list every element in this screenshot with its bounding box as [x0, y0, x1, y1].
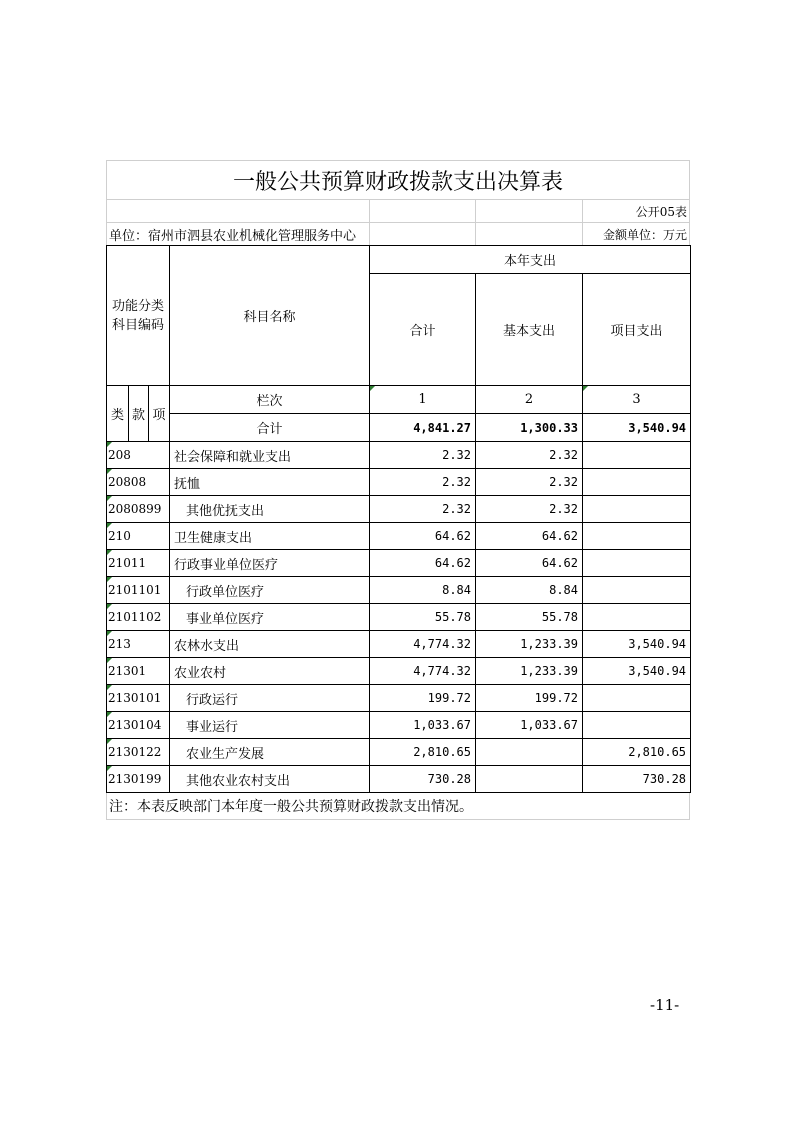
- row-total: 2.32: [370, 496, 476, 523]
- row-name: 抚恤: [170, 469, 370, 496]
- row-project: [583, 604, 691, 631]
- row-total: 55.78: [370, 604, 476, 631]
- row-total: 1,033.67: [370, 712, 476, 739]
- row-name: 事业单位医疗: [170, 604, 370, 631]
- row-code: 2080899: [107, 496, 170, 523]
- header-func-code: 功能分类 科目编码: [107, 246, 170, 386]
- row-basic: 1,233.39: [476, 658, 583, 685]
- expenditure-table: [106, 245, 691, 793]
- table-row: [107, 631, 691, 658]
- header-project: 项目支出: [583, 274, 691, 386]
- table-row: [107, 712, 691, 739]
- table-row: [107, 523, 691, 550]
- sum-label: 合计: [170, 414, 370, 442]
- row-name: 社会保障和就业支出: [170, 442, 370, 469]
- row-name: 行政运行: [170, 685, 370, 712]
- header-lei: 类: [107, 386, 129, 442]
- table-row: [107, 739, 691, 766]
- row-name: 其他农业农村支出: [170, 766, 370, 793]
- footnote: 注：本表反映部门本年度一般公共预算财政拨款支出情况。: [106, 793, 690, 820]
- row-basic: 64.62: [476, 523, 583, 550]
- sum-total: 4,841.27: [370, 414, 476, 442]
- row-total: 64.62: [370, 550, 476, 577]
- row-code: 2130122: [107, 739, 170, 766]
- col-index-3: 3: [583, 386, 691, 414]
- table-title: 一般公共预算财政拨款支出决算表: [106, 160, 690, 199]
- table-row: [107, 685, 691, 712]
- row-basic: 55.78: [476, 604, 583, 631]
- header-total: 合计: [370, 274, 476, 386]
- form-code: 公开05表: [635, 204, 687, 219]
- row-name: 农业农村: [170, 658, 370, 685]
- table-row: [107, 766, 691, 793]
- row-name: 其他优抚支出: [170, 496, 370, 523]
- row-name: 农林水支出: [170, 631, 370, 658]
- header-current-year: 本年支出: [370, 246, 691, 274]
- row-code: 208: [107, 442, 170, 469]
- row-name: 行政单位医疗: [170, 577, 370, 604]
- row-project: [583, 550, 691, 577]
- form-code-row: [106, 199, 690, 222]
- row-basic: 8.84: [476, 577, 583, 604]
- header-kuan: 款: [129, 386, 149, 442]
- row-total: 2.32: [370, 442, 476, 469]
- row-project: 3,540.94: [583, 658, 691, 685]
- page-number: -11-: [650, 996, 680, 1014]
- row-project: 3,540.94: [583, 631, 691, 658]
- row-project: 730.28: [583, 766, 691, 793]
- row-basic: 199.72: [476, 685, 583, 712]
- row-code: 21301: [107, 658, 170, 685]
- row-code: 2101101: [107, 577, 170, 604]
- row-project: [583, 442, 691, 469]
- row-code: 2130101: [107, 685, 170, 712]
- row-basic: 2.32: [476, 496, 583, 523]
- row-total: 199.72: [370, 685, 476, 712]
- row-project: [583, 577, 691, 604]
- row-basic: [476, 739, 583, 766]
- row-basic: 64.62: [476, 550, 583, 577]
- col-index-1: 1: [370, 386, 476, 414]
- row-basic: 2.32: [476, 442, 583, 469]
- table-row: [107, 442, 691, 469]
- table-row: [107, 496, 691, 523]
- table-row: [107, 604, 691, 631]
- unit-label: 单位：宿州市泗县农业机械化管理服务中心: [107, 223, 370, 245]
- row-basic: [476, 766, 583, 793]
- row-project: [583, 523, 691, 550]
- sum-project: 3,540.94: [583, 414, 691, 442]
- row-code: 2130199: [107, 766, 170, 793]
- header-xiang: 项: [149, 386, 170, 442]
- header-column-no: 栏次: [170, 386, 370, 414]
- row-name: 农业生产发展: [170, 739, 370, 766]
- row-basic: 2.32: [476, 469, 583, 496]
- row-basic: 1,233.39: [476, 631, 583, 658]
- row-project: [583, 496, 691, 523]
- header-subject-name: 科目名称: [170, 246, 370, 386]
- row-total: 2,810.65: [370, 739, 476, 766]
- row-project: [583, 712, 691, 739]
- row-project: [583, 469, 691, 496]
- table-row: [107, 577, 691, 604]
- table-row: [107, 550, 691, 577]
- row-code: 210: [107, 523, 170, 550]
- col-index-2: 2: [476, 386, 583, 414]
- row-code: 21011: [107, 550, 170, 577]
- row-total: 4,774.32: [370, 658, 476, 685]
- row-code: 20808: [107, 469, 170, 496]
- budget-sheet: [106, 160, 690, 820]
- row-name: 事业运行: [170, 712, 370, 739]
- row-code: 2101102: [107, 604, 170, 631]
- table-row: [107, 658, 691, 685]
- row-code: 213: [107, 631, 170, 658]
- row-project: [583, 685, 691, 712]
- row-basic: 1,033.67: [476, 712, 583, 739]
- header-basic: 基本支出: [476, 274, 583, 386]
- row-name: 卫生健康支出: [170, 523, 370, 550]
- row-total: 4,774.32: [370, 631, 476, 658]
- row-name: 行政事业单位医疗: [170, 550, 370, 577]
- sum-basic: 1,300.33: [476, 414, 583, 442]
- row-total: 8.84: [370, 577, 476, 604]
- row-code: 2130104: [107, 712, 170, 739]
- table-row: [107, 469, 691, 496]
- row-project: 2,810.65: [583, 739, 691, 766]
- row-total: 730.28: [370, 766, 476, 793]
- unit-row: [106, 222, 690, 245]
- amount-unit: 金额单位：万元: [602, 227, 687, 242]
- row-total: 2.32: [370, 469, 476, 496]
- row-total: 64.62: [370, 523, 476, 550]
